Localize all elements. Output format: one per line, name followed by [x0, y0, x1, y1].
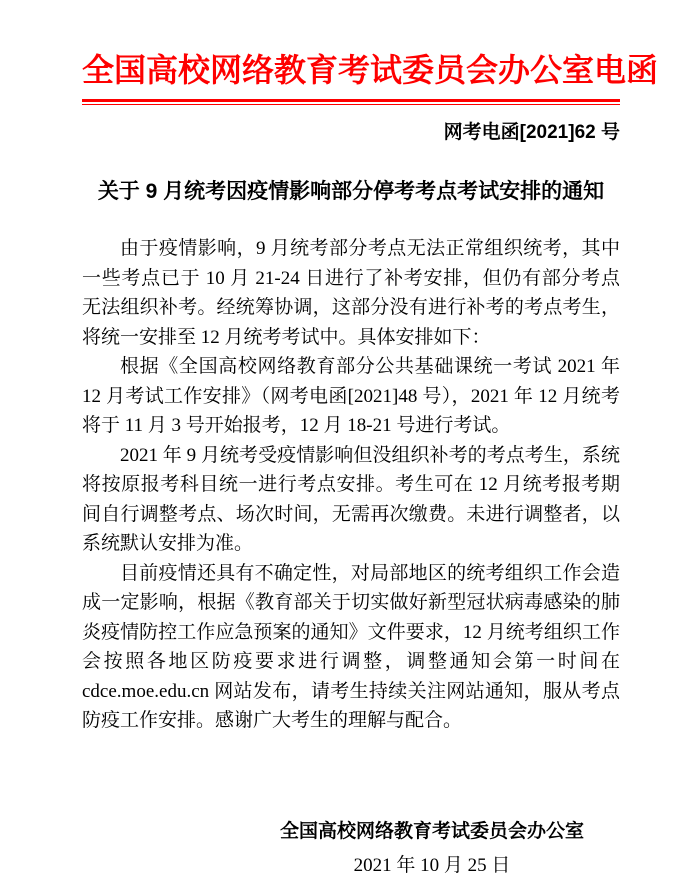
- notice-paragraph: 由于疫情影响，9 月统考部分考点无法正常组织统考，其中一些考点已于 10 月 21-24 日进行了补考安排，但仍有部分考点无法组织补考。经统筹协调，这部分没有进行补考的考点考生，将统一安排至 12 月统考考试中。具体安排如下：: [82, 238, 620, 348]
- signature-date: 2021 年 10 月 25 日: [353, 855, 511, 877]
- signature-block: [280, 821, 584, 879]
- notice-title: 关于 9 月统考因疫情影响部分停考考点考试安排的通知: [97, 179, 605, 203]
- letterhead-red-divider: [82, 99, 620, 105]
- notice-body: [82, 234, 620, 736]
- signature-org-name: 全国高校网络教育考试委员会办公室: [279, 820, 584, 842]
- document-number: 网考电函[2021]62 号: [443, 122, 620, 143]
- notice-paragraph: 根据《全国高校网络教育部分公共基础课统一考试 2021 年 12 月考试工作安排》（网考电函[2021]48 号），2021 年 12 月统考将于 11 月 3 号开始报考，12 月 18-21 号进行考试。: [82, 356, 620, 437]
- notice-paragraph: 2021 年 9 月统考受疫情影响但没组织补考的考点考生，系统将按原报考科目统一进行考点安排。考生可在 12 月统考报考期间自行调整考点、场次时间，无需再次缴费。未进行调整者，以系统默认安排为准。: [82, 444, 620, 555]
- notice-paragraph: 目前疫情还具有不确定性，对局部地区的统考组织工作会造成一定影响，根据《教育部关于切实做好新型冠状病毒感染的肺炎疫情防控工作应急预案的通知》文件要求，12 月统考组织工作会按照各地区防疫要求进行调整，调整通知会第一时间在 cdce.moe.edu.cn 网站发布，请考生持续关注网站通知，服从考点防疫工作安排。感谢广大考生的理解与配合。: [82, 562, 620, 732]
- letterhead-org-title: 全国高校网络教育考试委员会办公室电函: [82, 52, 659, 88]
